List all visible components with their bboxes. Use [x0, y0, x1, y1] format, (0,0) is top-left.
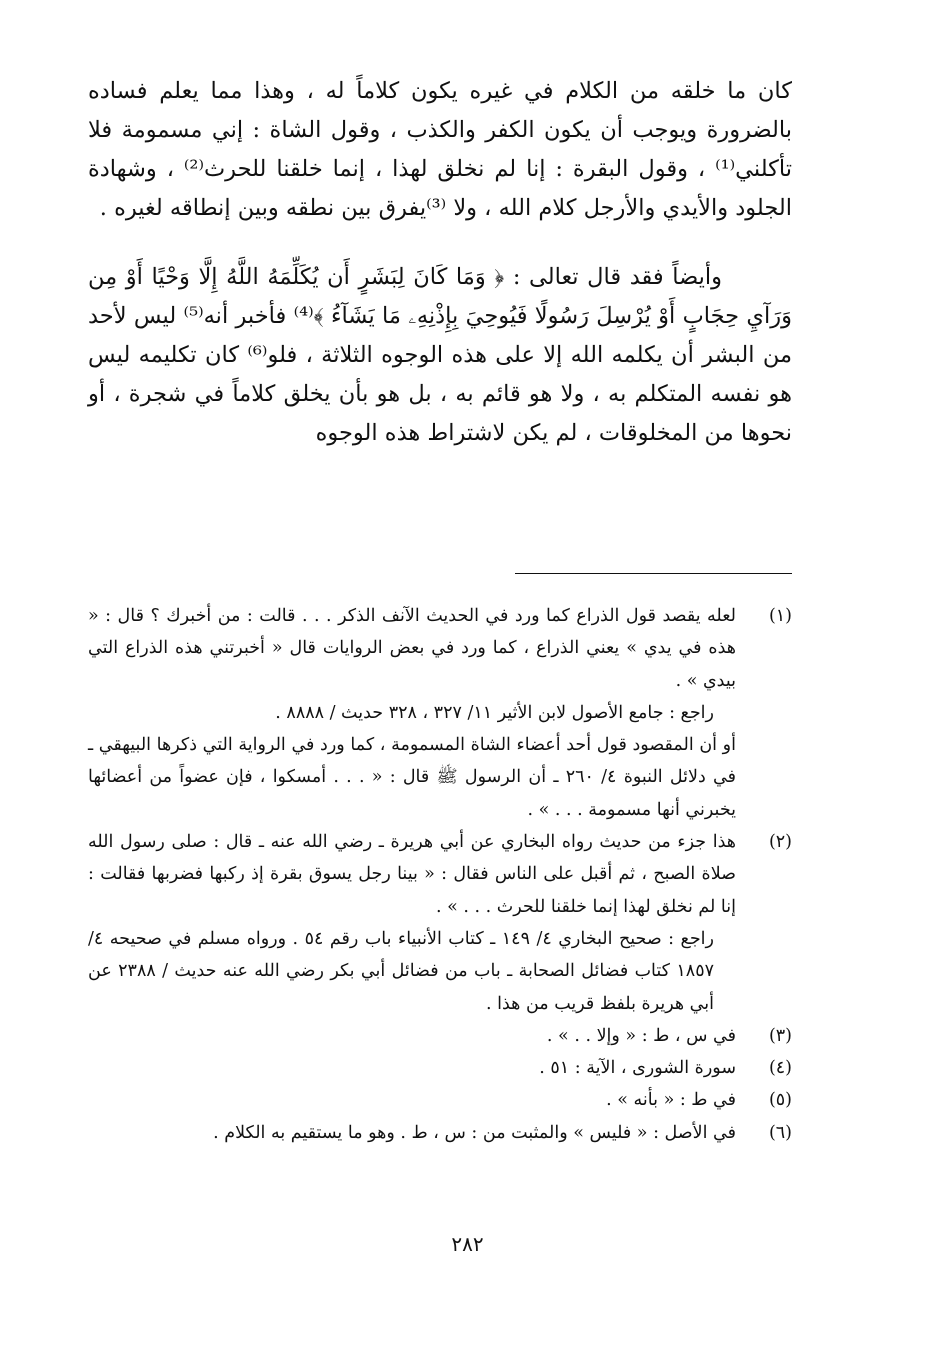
footnote-text [88, 1084, 736, 1116]
main-text [88, 72, 792, 453]
footnote-text [88, 1117, 736, 1149]
footnote-number: (٤) [768, 1058, 792, 1079]
footnote-text [88, 826, 736, 1020]
footnote-text [88, 1052, 736, 1084]
footnote-number: (١) [768, 606, 792, 626]
footnote-text [88, 1020, 736, 1052]
footnote-line: في الأصل : « فليس » والمثبت من : س ، ط . وهو ما يستقيم به الكلام . [213, 1122, 736, 1143]
footnote-2 [88, 826, 792, 1020]
footnote-line: في ط : « بأنه » . [606, 1090, 736, 1111]
footnote-line: أو أن المقصود قول أحد أعضاء الشاة المسمومة ، كما ورد في الرواية التي ذكرها البيهقي ـ في دلائل النبوة ٤/ ٢٦٠ ـ أن الرسول ﷺ قال : « . . . أمسكوا ، فإن عضواً من أعضائها يخبرني أنها مسمومة . . . » . [88, 735, 736, 820]
footnote-line: راجع : صحيح البخاري ٤/ ١٤٩ ـ كتاب الأنبياء باب رقم ٥٤ . ورواه مسلم في صحيحه ٤/ ١٨٥٧ كتاب فضائل الصحابة ـ باب من فضائل أبي بكر رضي الله عنه حديث / ٢٣٨٨ عن أبي هريرة بلفظ قريب من هذا . [88, 928, 714, 1014]
footnote-number: (٣) [768, 1025, 792, 1046]
page-number: ٢٨٢ [451, 1232, 484, 1256]
main-paragraph-2-text: وأيضاً فقد قال تعالى : ﴿ وَمَا كَانَ لِبَشَرٍ أَن يُكَلِّمَهُ اللَّهُ إِلَّا وَحْيًا أَوْ مِن وَرَآيِ حِجَابٍ أَوْ يُرْسِلَ رَسُولًا فَيُوحِيَ بِإِذْنِهِۦ مَا يَشَآءُ ﴾⁽⁴⁾ فأخبر أنه⁽⁵⁾ ليس لأحد من البشر أن يكلمه الله إلا على هذه الوجوه الثلاثة ، فلو⁽⁶⁾ كان تكليمه ليس هو نفسه المتكلم به ، ولا هو قائم به ، بل هو بأن يخلق كلاماً في شجرة ، أو نحوها من المخلوقات ، لم يكن لاشتراط هذه الوجوه [88, 264, 793, 446]
main-paragraph-1: كان ما خلقه من الكلام في غيره يكون كلاماً له ، وهذا مما يعلم فساده بالضرورة ويوجب أن يكون الكفر والكذب ، وقول الشاة : إني مسمومة فلا تأكلني⁽¹⁾ ، وقول البقرة : إنا لم نخلق لهذا ، إنما خلقنا للحرث⁽²⁾ ، وشهادة الجلود والأيدي والأرجل كلام الله ، ولا ⁽³⁾يفرق بين نطقه وبين إنطاقه لغيره . [88, 78, 792, 221]
footnote-separator [515, 573, 792, 574]
footnote-line: سورة الشورى ، الآية : ٥١ . [539, 1058, 736, 1079]
footnote-line: في س ، ط : « وإلا . . » . [546, 1025, 736, 1046]
footnotes [88, 600, 792, 1149]
footnote-number: (٢) [768, 832, 792, 853]
footnote-number: (٥) [768, 1090, 792, 1111]
footnote-number: (٦) [768, 1122, 792, 1143]
footnote-5 [88, 1084, 792, 1116]
footnote-1 [88, 600, 792, 826]
footnote-6 [88, 1117, 792, 1149]
footnote-line: راجع : جامع الأصول لابن الأثير ١١/ ٣٢٧ ، ٣٢٨ حديث / ٨٨٨٨ . [275, 702, 714, 723]
footnote-line: لعله يقصد قول الذراع كما ورد في الحديث الآنف الذكر . . . قالت : من أخبرك ؟ قال : « هذه في يدي » يعني الذراع ، كما ورد في بعض الروايات قال « أخبرتني هذه الذراع التي بيدي » . [88, 606, 736, 691]
main-paragraph-2 [88, 258, 792, 453]
footnote-text [88, 600, 736, 826]
footnote-line: هذا جزء من حديث رواه البخاري عن أبي هريرة ـ رضي الله عنه ـ قال : صلى رسول الله صلاة الصبح ، ثم أقبل على الناس فقال : « بينا رجل يسوق بقرة إذ ركبها فضربها فقالت : إنا لم نخلق لهذا إنما خلقنا للحرث . . . » . [88, 832, 736, 917]
footnote-3 [88, 1020, 792, 1052]
footnote-4 [88, 1052, 792, 1084]
